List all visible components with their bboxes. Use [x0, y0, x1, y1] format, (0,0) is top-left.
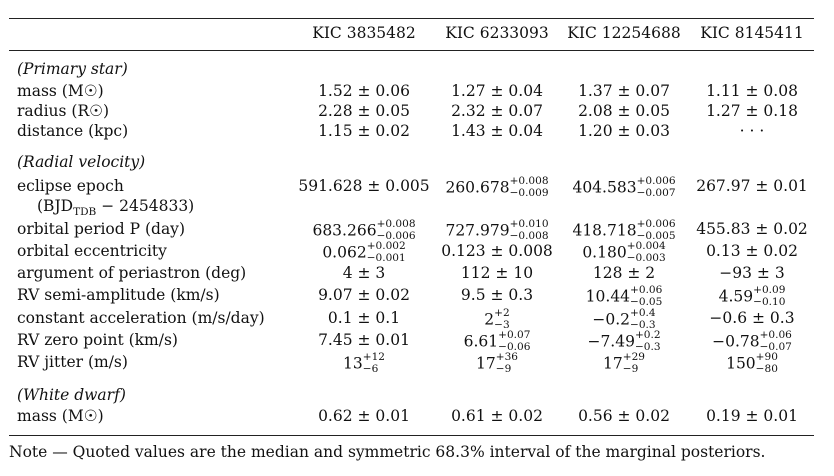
cell-semi-amplitude-4: [718, 283, 786, 309]
cell-orbital-period-4: [696, 220, 808, 238]
cell-periastron-1: 4 ± 3: [342, 264, 386, 282]
cell-eclipse-epoch-2: [445, 174, 549, 200]
lower-error: −0.007: [636, 186, 676, 199]
cell-eccentricity-4: [706, 242, 798, 260]
lower-error: −0.3: [630, 318, 656, 331]
cell-value: −0.78: [712, 332, 760, 351]
asymmetric-error: [627, 241, 666, 264]
asymmetric-error: [510, 219, 549, 242]
row-label-distance: distance (kpc): [17, 122, 129, 140]
table-note: Note — Quoted values are the median and symmetric 68.3% interval of the marginal posteriors.: [9, 443, 766, 461]
cell-value: 267.97 ± 0.01: [696, 177, 808, 195]
upper-error: +0.004: [626, 239, 666, 252]
cell-value: 591.628 ± 0.005: [298, 177, 430, 195]
cell-value: 683.266: [312, 221, 377, 240]
asymmetric-error: [630, 308, 656, 331]
upper-error: +0.07: [498, 328, 531, 341]
lower-error: −0.005: [636, 229, 676, 242]
row-label-eclipse-epoch: eclipse epoch: [17, 177, 124, 195]
cell-acceleration-4: [709, 309, 794, 327]
upper-error: +0.010: [509, 217, 549, 230]
cell-value: 0.1 ± 0.1: [327, 309, 401, 327]
upper-error: +0.09: [753, 283, 786, 296]
cell-eccentricity-2: [441, 242, 553, 260]
lower-error: −3: [494, 318, 510, 331]
cell-eccentricity-1: [322, 239, 406, 265]
cell-value: 17: [603, 354, 623, 373]
column-header-1: KIC 3835482: [312, 24, 416, 42]
upper-error: +36: [495, 350, 518, 363]
asymmetric-error: [760, 330, 792, 353]
cell-orbital-period-2: [445, 217, 549, 243]
cell-jitter-1: [343, 350, 385, 376]
row-label-zero-point: RV zero point (km/s): [17, 331, 178, 349]
asymmetric-error: [367, 241, 406, 264]
cell-value: 260.678: [445, 178, 510, 197]
cell-value: 4.59: [718, 287, 754, 306]
lower-error: −0.006: [376, 229, 416, 242]
asymmetric-error: [637, 219, 676, 242]
upper-error: +0.006: [636, 174, 676, 187]
cell-eclipse-epoch-1: [298, 177, 429, 195]
row-label-jitter: RV jitter (m/s): [17, 353, 128, 371]
lower-error: −9: [622, 362, 639, 375]
cell-periastron-2: 112 ± 10: [460, 264, 534, 282]
row-label-eccentricity: orbital eccentricity: [17, 242, 167, 260]
cell-acceleration-1: [328, 309, 400, 327]
row-label-white-dwarf-mass: mass (M☉): [17, 407, 104, 425]
cell-value: 9.5 ± 0.3: [460, 286, 534, 304]
upper-error: +0.4: [630, 306, 656, 319]
asymmetric-error: [623, 352, 645, 375]
lower-error: −9: [495, 362, 512, 375]
cell-white-dwarf-mass-4: 0.19 ± 0.01: [706, 407, 798, 425]
section-radial-velocity: (Radial velocity): [17, 153, 146, 171]
lower-error: −0.001: [366, 251, 406, 264]
cell-value: −7.49: [587, 332, 635, 351]
cell-value: 9.07 ± 0.02: [318, 286, 410, 304]
cell-primary-mass-1: 1.52 ± 0.06: [318, 82, 410, 100]
cell-distance-1: 1.15 ± 0.02: [318, 122, 410, 140]
asymmetric-error: [635, 330, 661, 353]
cell-value: 0.062: [322, 243, 367, 262]
cell-distance-3: 1.20 ± 0.03: [578, 122, 670, 140]
cell-semi-amplitude-1: [318, 286, 410, 304]
cell-jitter-4: [726, 350, 778, 376]
row-label-semi-amplitude: RV semi-amplitude (km/s): [17, 286, 220, 304]
asymmetric-error: [496, 352, 518, 375]
asymmetric-error: [630, 285, 662, 308]
cell-zero-point-4: [712, 328, 792, 354]
asymmetric-error: [363, 352, 385, 375]
cell-eclipse-epoch-3: [572, 174, 676, 200]
top-rule: [9, 18, 814, 19]
cell-value: 727.979: [445, 221, 510, 240]
lower-error: −0.10: [753, 295, 786, 308]
cell-value: 0.13 ± 0.02: [706, 242, 798, 260]
cell-primary-radius-2: 2.32 ± 0.07: [451, 102, 543, 120]
lower-error: −0.009: [509, 186, 549, 199]
cell-value: −0.2: [592, 310, 631, 329]
asymmetric-error: [498, 330, 530, 353]
cell-eccentricity-3: [582, 239, 666, 265]
cell-jitter-3: [603, 350, 645, 376]
cell-periastron-3: 128 ± 2: [592, 264, 656, 282]
asymmetric-error: [753, 285, 785, 308]
upper-error: +0.008: [509, 174, 549, 187]
cell-value: 10.44: [585, 287, 631, 306]
cell-value: 13: [343, 354, 363, 373]
cell-value: 6.61: [463, 332, 499, 351]
column-header-2: KIC 6233093: [445, 24, 549, 42]
row-label-primary-radius: radius (R☉): [17, 102, 110, 120]
lower-error: −0.05: [630, 295, 663, 308]
lower-error: −0.06: [498, 340, 531, 353]
column-header-3: KIC 12254688: [567, 24, 681, 42]
upper-error: +0.002: [366, 239, 406, 252]
asymmetric-error: [637, 176, 676, 199]
cell-value: 150: [726, 354, 756, 373]
upper-error: +0.2: [634, 328, 661, 341]
cell-white-dwarf-mass-2: 0.61 ± 0.02: [451, 407, 543, 425]
column-header-4: KIC 8145411: [700, 24, 804, 42]
cell-value: 418.718: [572, 221, 637, 240]
row-label-orbital-period: orbital period P (day): [17, 220, 185, 238]
cell-value: 2: [484, 310, 495, 329]
cell-zero-point-1: [318, 331, 410, 349]
lower-error: −0.3: [634, 340, 661, 353]
cell-value: 17: [476, 354, 496, 373]
row-label-acceleration: constant acceleration (m/s/day): [17, 309, 265, 327]
lower-error: −0.008: [509, 229, 549, 242]
row-label-periastron: argument of periastron (deg): [17, 264, 247, 282]
cell-value: −0.6 ± 0.3: [709, 309, 795, 327]
header-rule: [9, 50, 814, 51]
section-white-dwarf: (White dwarf): [17, 386, 126, 404]
lower-error: −0.07: [759, 340, 792, 353]
cell-eclipse-epoch-4: [696, 177, 808, 195]
cell-primary-radius-3: 2.08 ± 0.05: [578, 102, 670, 120]
cell-periastron-4: −93 ± 3: [719, 264, 785, 282]
upper-error: +90: [755, 350, 778, 363]
cell-value: 455.83 ± 0.02: [696, 220, 808, 238]
upper-error: +2: [494, 306, 510, 319]
bottom-rule: [9, 435, 814, 436]
row-label-primary-mass: mass (M☉): [17, 82, 104, 100]
asymmetric-error: [377, 219, 416, 242]
cell-value: 7.45 ± 0.01: [318, 331, 410, 349]
cell-distance-2: 1.43 ± 0.04: [451, 122, 543, 140]
upper-error: +29: [622, 350, 645, 363]
cell-primary-radius-4: 1.27 ± 0.18: [706, 102, 798, 120]
cell-semi-amplitude-2: [461, 286, 533, 304]
upper-error: +0.06: [630, 283, 663, 296]
upper-error: +0.06: [759, 328, 792, 341]
cell-semi-amplitude-3: [585, 283, 663, 309]
cell-jitter-2: [476, 350, 518, 376]
asymmetric-error: [494, 308, 510, 331]
cell-white-dwarf-mass-3: 0.56 ± 0.02: [578, 407, 670, 425]
asymmetric-error: [510, 176, 549, 199]
cell-primary-mass-3: 1.37 ± 0.07: [578, 82, 670, 100]
upper-error: +12: [362, 350, 385, 363]
cell-white-dwarf-mass-1: 0.62 ± 0.01: [318, 407, 410, 425]
cell-primary-mass-4: 1.11 ± 0.08: [706, 82, 798, 100]
cell-value: 0.123 ± 0.008: [441, 242, 553, 260]
cell-primary-radius-1: 2.28 ± 0.05: [318, 102, 410, 120]
asymmetric-error: [756, 352, 778, 375]
cell-primary-mass-2: 1.27 ± 0.04: [451, 82, 543, 100]
lower-error: −6: [362, 362, 379, 375]
row-label-eclipse-epoch-units: $(BJD_{TDB} - 2454833)$: [37, 197, 195, 219]
section-primary-star: (Primary star): [17, 60, 128, 78]
lower-error: −0.003: [626, 251, 666, 264]
cell-value: 404.583: [572, 178, 637, 197]
upper-error: +0.008: [376, 217, 416, 230]
cell-value: 0.180: [582, 243, 627, 262]
upper-error: +0.006: [636, 217, 676, 230]
lower-error: −80: [755, 362, 778, 375]
cell-distance-4: · · ·: [739, 122, 765, 140]
